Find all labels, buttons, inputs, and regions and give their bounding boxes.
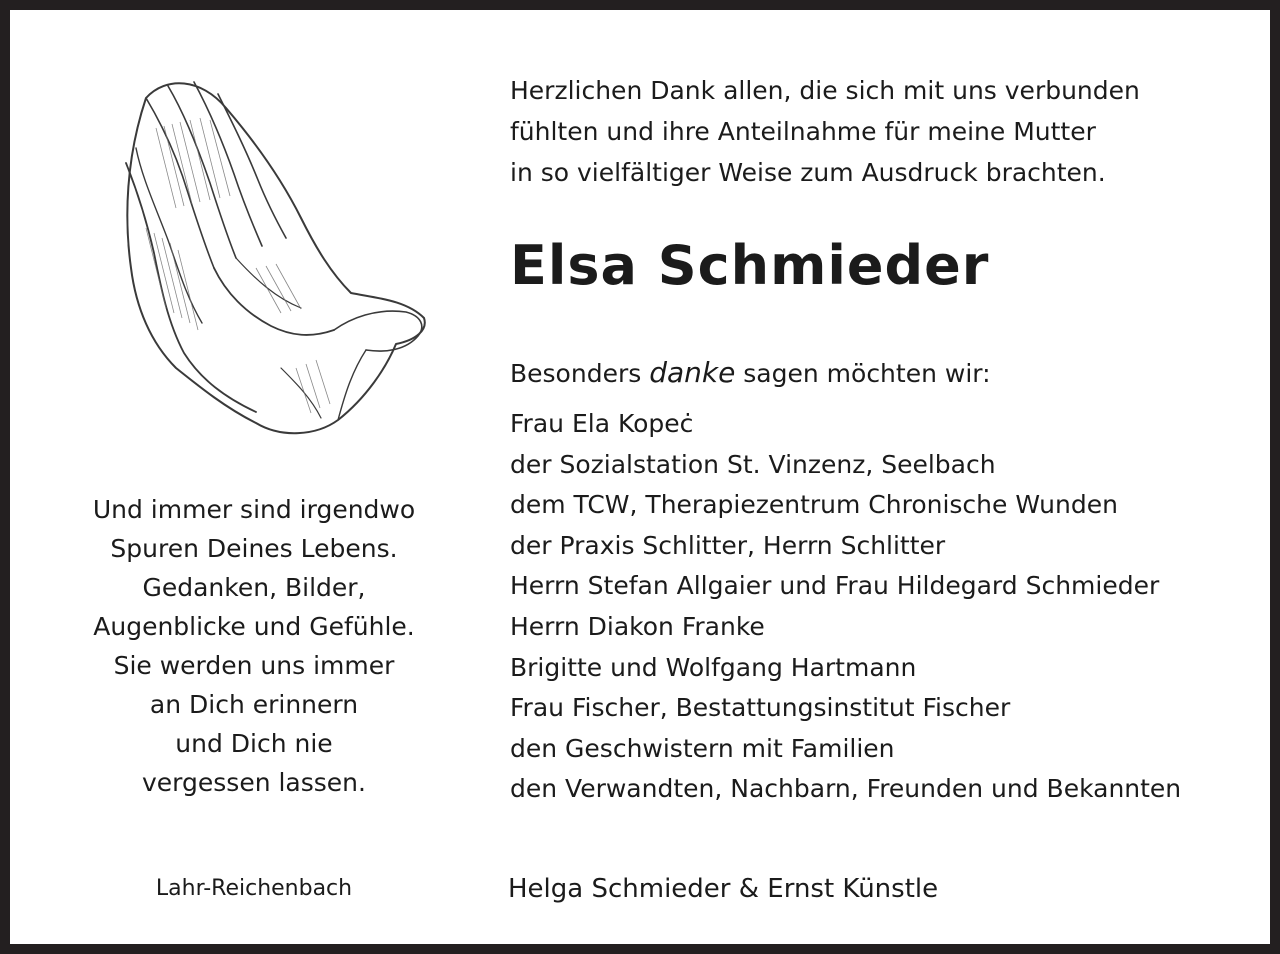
signature: Helga Schmieder & Ernst Künstle — [508, 874, 939, 904]
deceased-name: Elsa Schmieder — [510, 234, 990, 297]
praying-hands-icon — [106, 68, 436, 448]
list-item: Herrn Diakon Franke — [510, 611, 765, 641]
intro-line: Herzlichen Dank allen, die sich mit uns verbunden — [510, 76, 1140, 105]
poem-line: Gedanken, Bilder, — [142, 573, 366, 602]
poem-line: und Dich nie — [175, 729, 333, 758]
poem-line: an Dich erinnern — [149, 690, 359, 719]
list-item: Herrn Stefan Allgaier und Frau Hildegard Schmieder — [510, 571, 1160, 601]
place-name: Lahr-Reichenbach — [155, 876, 353, 901]
list-item: der Praxis Schlitter, Herrn Schlitter — [510, 530, 946, 560]
poem-line: Und immer sind irgendwo — [92, 495, 416, 524]
list-item: Brigitte und Wolfgang Hartmann — [510, 652, 917, 682]
list-item: der Sozialstation St. Vinzenz, Seelbach — [510, 449, 996, 479]
intro-text — [510, 70, 1250, 193]
poem-line: Augenblicke und Gefühle. — [93, 612, 415, 641]
thanks-list — [510, 404, 1250, 810]
thanks-heading-before: Besonders — [510, 359, 642, 388]
poem-line: vergessen lassen. — [142, 768, 366, 797]
intro-line: in so vielfältiger Weise zum Ausdruck brachten. — [510, 158, 1106, 187]
list-item: den Geschwistern mit Familien — [510, 733, 895, 763]
list-item: Frau Fischer, Bestattungsinstitut Fischer — [510, 693, 1011, 723]
poem-line: Spuren Deines Lebens. — [110, 534, 398, 563]
thanks-heading-emphasis: danke — [649, 356, 736, 389]
intro-line: fühlten und ihre Anteilnahme für meine Mutter — [510, 117, 1096, 146]
poem — [54, 490, 454, 802]
list-item: dem TCW, Therapiezentrum Chronische Wunden — [510, 490, 1118, 520]
poem-line: Sie werden uns immer — [113, 651, 395, 680]
list-item: Frau Ela Kopeċ — [510, 409, 694, 438]
thanks-heading — [510, 356, 991, 389]
thanks-heading-after: sagen möchten wir: — [743, 359, 991, 388]
list-item: den Verwandten, Nachbarn, Freunden und Bekannten — [510, 774, 1182, 804]
